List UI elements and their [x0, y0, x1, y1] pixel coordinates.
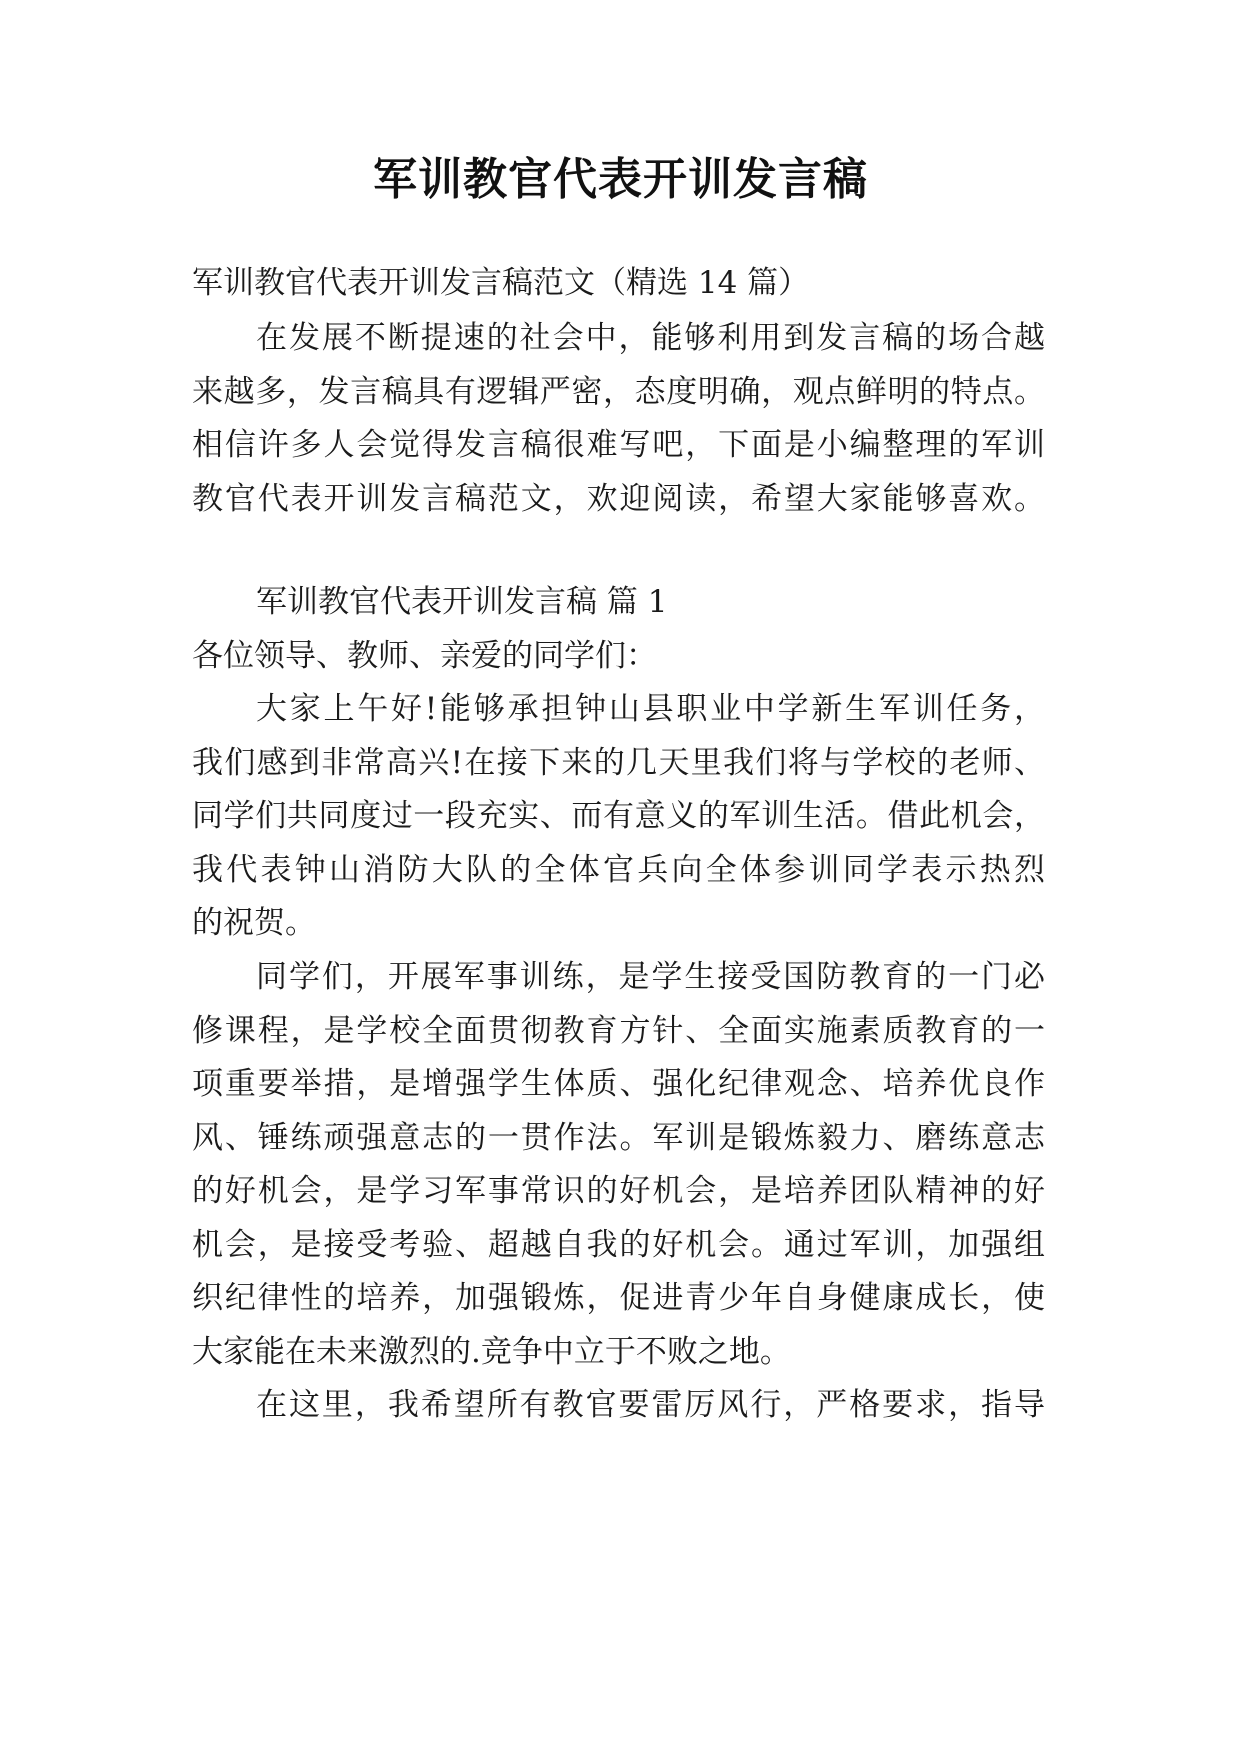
body-line-14: 在这里，我希望所有教官要雷厉风行，严格要求，指导	[256, 1387, 1045, 1423]
body-line-3: 同学们共同度过一段充实、而有意义的军训生活。借此机会，	[192, 798, 1045, 834]
body-line-1: 大家上午好!能够承担钟山县职业中学新生军训任务，	[256, 691, 1045, 727]
section-heading: 军训教官代表开训发言稿 篇 1	[256, 584, 668, 620]
salutation: 各位领导、教师、亲爱的同学们：	[192, 638, 657, 674]
body-line-7: 修课程，是学校全面贯彻教育方针、全面实施素质教育的一	[192, 1013, 1045, 1049]
body-line-13: 大家能在未来激烈的.竞争中立于不败之地。	[192, 1334, 791, 1370]
intro-line-3: 相信许多人会觉得发言稿很难写吧，下面是小编整理的军训	[192, 427, 1045, 463]
body-line-2: 我们感到非常高兴!在接下来的几天里我们将与学校的老师、	[192, 745, 1045, 781]
document-subtitle: 军训教官代表开训发言稿范文（精选 14 篇）	[192, 265, 810, 301]
body-line-8: 项重要举措，是增强学生体质、强化纪律观念、培养优良作	[192, 1066, 1045, 1102]
body-line-11: 机会，是接受考验、超越自我的好机会。通过军训，加强组	[192, 1227, 1045, 1263]
intro-line-4: 教官代表开训发言稿范文，欢迎阅读，希望大家能够喜欢。	[192, 481, 1045, 517]
body-line-9: 风、锤练顽强意志的一贯作法。军训是锻炼毅力、磨练意志	[192, 1120, 1045, 1156]
intro-line-2: 来越多，发言稿具有逻辑严密，态度明确，观点鲜明的特点。	[192, 374, 1045, 410]
intro-line-1: 在发展不断提速的社会中，能够利用到发言稿的场合越	[256, 320, 1045, 356]
body-line-6: 同学们，开展军事训练，是学生接受国防教育的一门必	[256, 959, 1045, 995]
document-title: 军训教官代表开训发言稿	[373, 154, 868, 205]
body-line-12: 织纪律性的培养，加强锻炼，促进青少年自身健康成长，使	[192, 1280, 1045, 1316]
body-line-4: 我代表钟山消防大队的全体官兵向全体参训同学表示热烈	[192, 852, 1045, 888]
body-line-5: 的祝贺。	[192, 905, 316, 941]
body-line-10: 的好机会，是学习军事常识的好机会，是培养团队精神的好	[192, 1173, 1045, 1209]
